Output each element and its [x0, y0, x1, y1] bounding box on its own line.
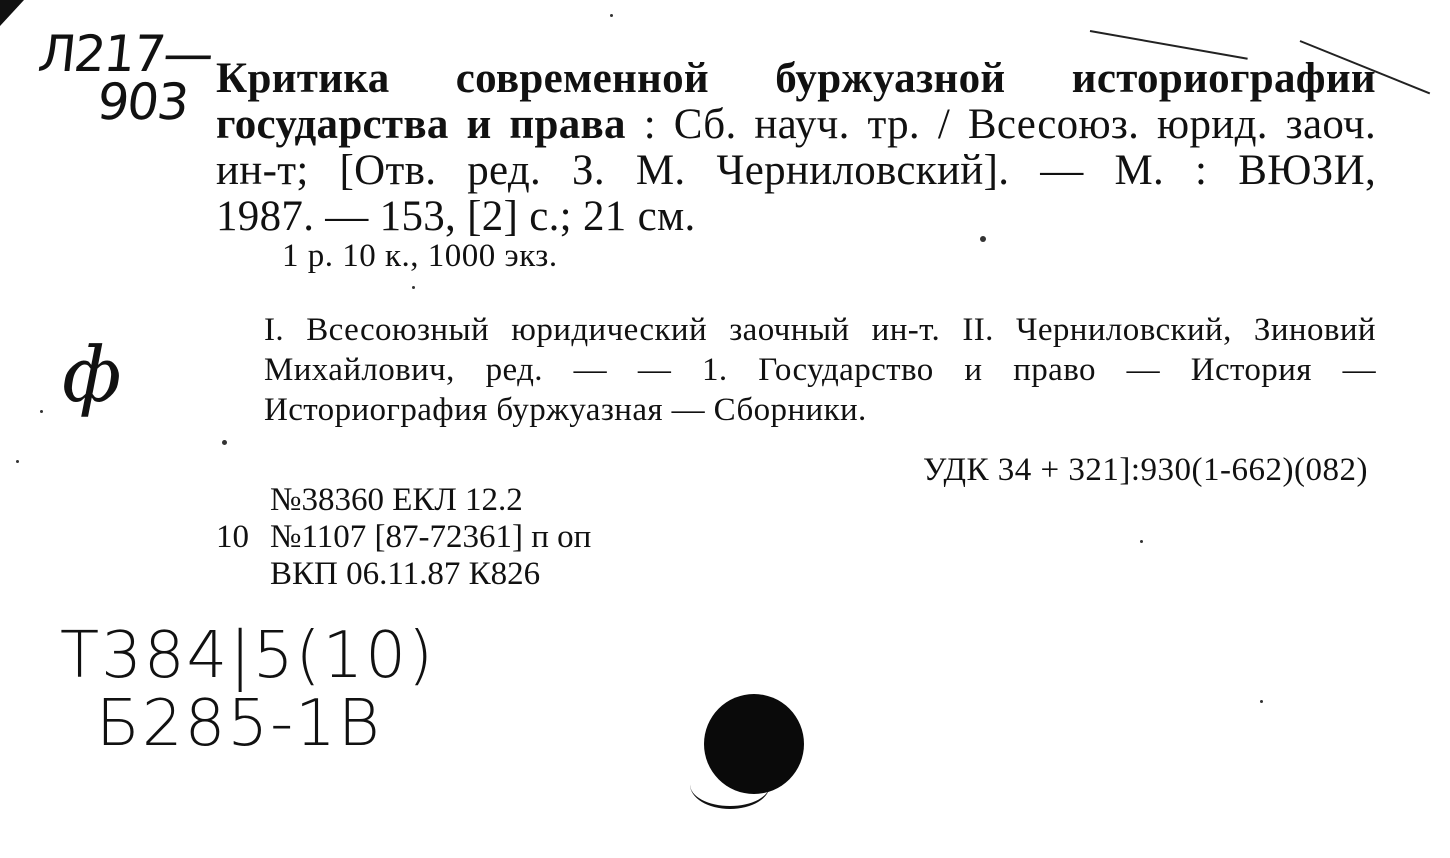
production-notes — [216, 482, 591, 593]
price-and-print-run: 1 р. 10 к., 1000 экз. — [282, 238, 558, 274]
speck — [16, 460, 19, 463]
tracing-text: I. Всесоюзный юридический заочный ин-т. II. Черниловский, Зиновий Михайлович, ред. — — 1. Государство и право — История — Историография буржуазная — Сборники. — [264, 312, 1376, 428]
handwritten-mark: ф — [62, 330, 122, 419]
punch-hole-arc — [690, 760, 770, 809]
handwritten-shelf-mark — [31, 25, 215, 131]
card-count: 10 — [216, 519, 249, 555]
entry-imprint: 1987. — 153, [2] с.; 21 см. — [216, 193, 696, 240]
entry-title: Критика современной буржуазной историографии государства и права — [216, 55, 1376, 148]
speck — [610, 14, 613, 17]
speck — [1260, 700, 1263, 703]
classification-line-2: Б285-1В — [96, 687, 382, 761]
speck — [980, 236, 986, 242]
tracing-headings — [216, 310, 1376, 430]
bibliographic-entry — [216, 56, 1376, 240]
production-line-2: №1107 [87-72361] п оп — [270, 519, 592, 555]
speck — [412, 286, 415, 289]
handwritten-classification — [60, 619, 435, 761]
speck — [1140, 540, 1143, 543]
udk-code: УДК 34 + 321]:930(1-662)(082) — [922, 452, 1368, 488]
card-corner — [0, 0, 24, 26]
entry-statement: : Сб. науч. тр. / Всесоюз. юрид. заоч. ин-т; [Отв. ред. З. М. Черниловский]. — М. : ВЮЗИ, — [216, 101, 1376, 194]
production-line-1: №38360 ЕКЛ 12.2 — [270, 482, 523, 518]
classification-line-1: Т384|5(10) — [60, 619, 435, 693]
shelf-mark-line-1: Л217— — [35, 25, 215, 83]
production-line-3: ВКП 06.11.87 К826 — [270, 556, 541, 592]
speck — [222, 440, 227, 445]
speck — [40, 410, 43, 413]
shelf-mark-line-2: 903 — [94, 73, 190, 131]
